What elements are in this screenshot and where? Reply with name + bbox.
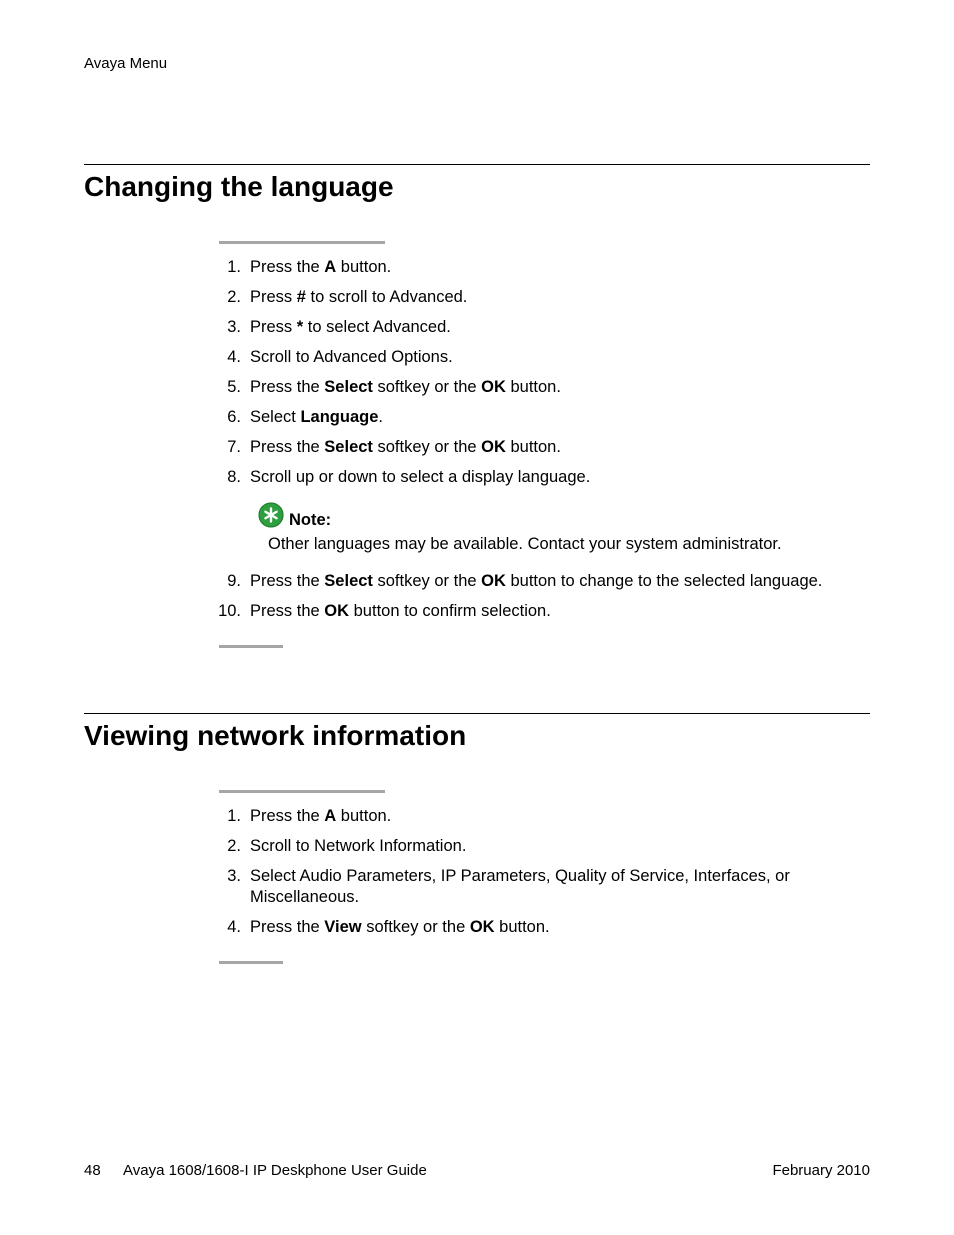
step-number: 5. [227, 378, 241, 396]
step-text: Press the View softkey or the OK button. [250, 918, 550, 936]
footer-doc-title: Avaya 1608/1608-I IP Deskphone User Guide [123, 1162, 427, 1179]
step-text: Scroll to Advanced Options. [250, 348, 453, 366]
procedure-start-bar [219, 790, 385, 793]
step-text: Press the Select softkey or the OK button. [250, 378, 561, 396]
step-text: Press # to scroll to Advanced. [250, 288, 468, 306]
step-number: 4. [227, 918, 241, 936]
step-number: 3. [227, 318, 241, 336]
step-number: 1. [227, 807, 241, 825]
step-number: 4. [227, 348, 241, 366]
step-number: 10. [218, 602, 241, 620]
step-text: Scroll to Network Information. [250, 837, 467, 855]
note-label: Note: [289, 511, 332, 529]
step-number: 9. [227, 572, 241, 590]
note-text: Other languages may be available. Contact your system administrator. [268, 535, 782, 553]
step-number: 2. [227, 837, 241, 855]
step-text: Press the Select softkey or the OK button to change to the selected language. [250, 572, 823, 590]
step-text: Scroll up or down to select a display language. [250, 468, 591, 486]
procedure-end-bar [219, 961, 283, 964]
step-number: 1. [227, 258, 241, 276]
step-number: 7. [227, 438, 241, 456]
step-text: Press the A button. [250, 258, 392, 276]
section-heading-network: Viewing network information [84, 720, 467, 751]
section-rule [84, 713, 870, 714]
section-rule [84, 164, 870, 165]
procedure-end-bar [219, 645, 283, 648]
step-number: 6. [227, 408, 241, 426]
running-header: Avaya Menu [84, 55, 168, 72]
step-number: 3. [227, 867, 241, 885]
section-heading-language: Changing the language [84, 171, 394, 202]
step-text: Press the Select softkey or the OK button. [250, 438, 561, 456]
step-text: Select Language. [250, 408, 383, 426]
note-star-icon [258, 502, 284, 528]
step-text: Press the A button. [250, 807, 392, 825]
procedure-start-bar [219, 241, 385, 244]
footer-page-number: 48 [84, 1162, 101, 1179]
step-number: 8. [227, 468, 241, 486]
step-text: Press the OK button to confirm selection. [250, 602, 551, 620]
step-number: 2. [227, 288, 241, 306]
footer-date: February 2010 [772, 1162, 870, 1179]
step-text: Press * to select Advanced. [250, 318, 451, 336]
step-text: Select Audio Parameters, IP Parameters, Quality of Service, Interfaces, or Miscellaneous. [250, 867, 790, 906]
